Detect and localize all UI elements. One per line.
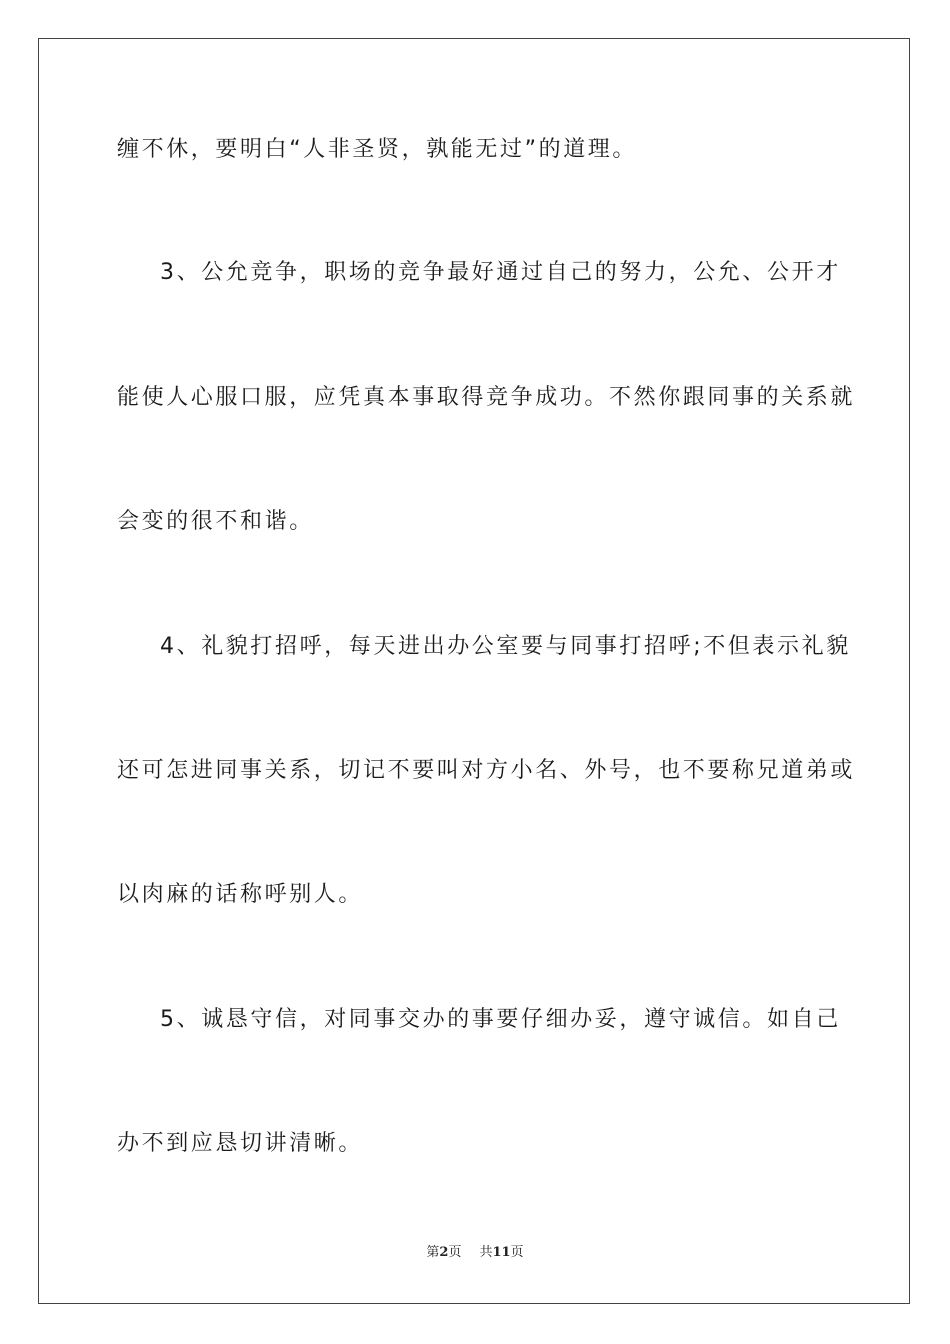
paragraph-line: 缠不休，要明白“人非圣贤，孰能无过”的道理。 — [117, 137, 637, 162]
paragraph-line: 能使人心服口服，应凭真本事取得竞争成功。不然你跟同事的关系就 — [117, 385, 856, 410]
paragraph-line: 4、礼貌打招呼，每天进出办公室要与同事打招呼;不但表示礼貌 — [160, 634, 851, 659]
page-number: 2 — [439, 1245, 449, 1260]
total-prefix: 共 — [479, 1245, 493, 1260]
paragraph-line: 3、公允竞争，职场的竞争最好通过自己的努力，公允、公开才 — [160, 260, 841, 285]
page-prefix: 第 — [426, 1245, 440, 1260]
page-border — [38, 38, 910, 1304]
paragraph-line: 以肉麻的话称呼别人。 — [117, 882, 364, 907]
paragraph-line: 5、诚恳守信，对同事交办的事要仔细办妥，遵守诚信。如自己 — [160, 1007, 841, 1032]
page-footer — [0, 1243, 950, 1263]
paragraph-line: 会变的很不和谐。 — [117, 509, 314, 534]
page-suffix: 页 — [448, 1245, 462, 1260]
paragraph-line: 还可怎进同事关系，切记不要叫对方小名、外号，也不要称兄道弟或 — [117, 758, 856, 783]
paragraph-line: 办不到应恳切讲清晰。 — [117, 1131, 364, 1156]
total-pages: 11 — [492, 1245, 511, 1260]
total-suffix: 页 — [510, 1245, 524, 1260]
